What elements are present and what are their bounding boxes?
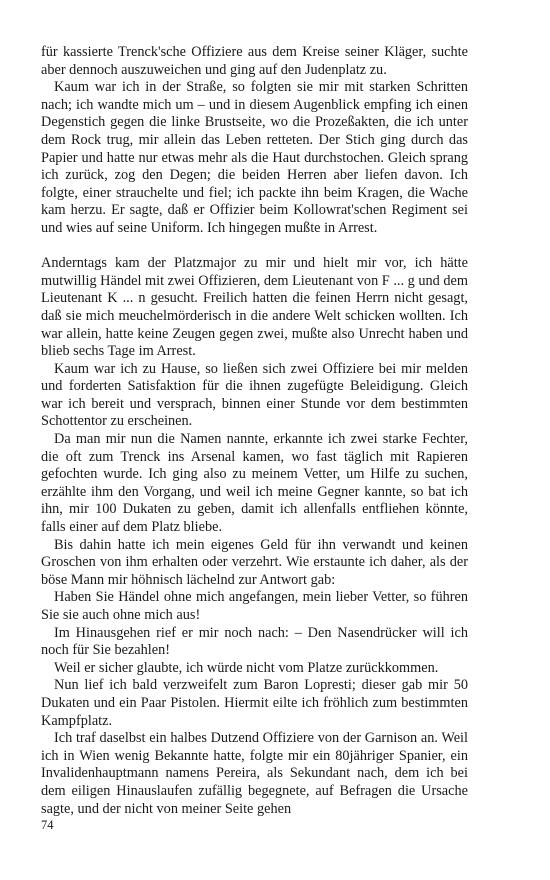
paragraph: Bis dahin hatte ich mein eigenes Geld für ihn verwandt und keinen Groschen von ihm erhalten oder verzehrt. Wie erstaunte ich daher, als der böse Mann mir höhnisch lächelnd zur Antwort gab: <box>41 536 468 588</box>
paragraph: Haben Sie Händel ohne mich angefangen, mein lieber Vetter, so führen Sie sie auch ohne mich aus! <box>41 589 468 623</box>
paragraph: Ich traf daselbst ein halbes Dutzend Offiziere von der Garnison an. Weil ich in Wien wenig Bekannte hatte, folgte mir ein 80jähriger Spanier, ein Invalidenhauptmann namens Pereira, als Sekundant nach, dem ich bei dem eiligen Hinauslaufen zufällig begegnete, auf Befragen die Ursache sagte, und der nicht von meiner Seite gehen <box>41 730 468 817</box>
paragraph: Weil er sicher glaubte, ich würde nicht vom Platze zurückkommen. <box>54 659 439 676</box>
paragraph: Kaum war ich in der Straße, so folgten sie mir mit starken Schritten nach; ich wandte mich um – und in diesem Augenblick empfing ich einen Degenstich gegen die linke Brustseite, wo die Prozeßakten, die ich unter dem Rock trug, mir allein das Leben retteten. Der Stich ging durch das Papier und hatte nur etwas mehr als die Haut durchstochen. Gleich sprang ich zurück, zog den Degen; die beiden Herren aber liefen davon. Ich folgte, einer strauchelte und fiel; ich packte ihn beim Kragen, die Wache kam herzu. Er sagte, daß er Offizier beim Kollowrat'schen Regiment sei und wies auf seine Uniform. Ich hingegen mußte in Arrest. <box>41 79 468 236</box>
paragraph: Kaum war ich zu Hause, so ließen sich zwei Offiziere bei mir melden und forderten Satisfaktion für die ihnen zugefügte Beleidigung. Gleich war ich bereit und versprach, binnen einer Stunde vor dem bestimmten Schottentor zu erscheinen. <box>41 360 468 430</box>
page-number: 74 <box>41 818 54 832</box>
book-page-text <box>41 44 468 818</box>
paragraph: Anderntags kam der Platzmajor zu mir und hielt mir vor, ich hätte mutwillig Händel mit zwei Offizieren, dem Lieutenant von F ... g und dem Lieutenant K ... n gesucht. Freilich hatten die feinen Herrn nicht gesagt, daß sie mich meuchelmörderisch in die andere Welt schicken wollten. Ich war allein, hatte keine Zeugen gegen zwei, mußte also Unrecht haben und blieb sechs Tage im Arrest. <box>41 255 468 360</box>
paragraph: Da man mir nun die Namen nannte, erkannte ich zwei starke Fechter, die oft zum Trenck ins Arsenal kamen, wo fast täglich mit Rapieren gefochten wurde. Ich ging also zu meinem Vetter, um Hilfe zu suchen, erzählte ihm den Vorgang, und weil ich meine Gegner kannte, so bat ich ihn, mir 100 Dukaten zu geben, damit ich allenfalls entfliehen könnte, falls einer auf dem Platz bliebe. <box>41 431 468 536</box>
paragraph: Im Hinausgehen rief er mir noch nach: – Den Nasendrücker will ich noch für Sie bezahlen! <box>41 624 468 659</box>
paragraph: Nun lief ich bald verzweifelt zum Baron Lopresti; dieser gab mir 50 Dukaten und ein Paar Pistolen. Hiermit eilte ich fröhlich zum bestimmten Kampfplatz. <box>41 677 468 729</box>
paragraph: für kassierte Trenck'sche Offiziere aus dem Kreise seiner Kläger, suchte aber dennoch auszuweichen und ging auf den Judenplatz zu. <box>41 44 468 78</box>
